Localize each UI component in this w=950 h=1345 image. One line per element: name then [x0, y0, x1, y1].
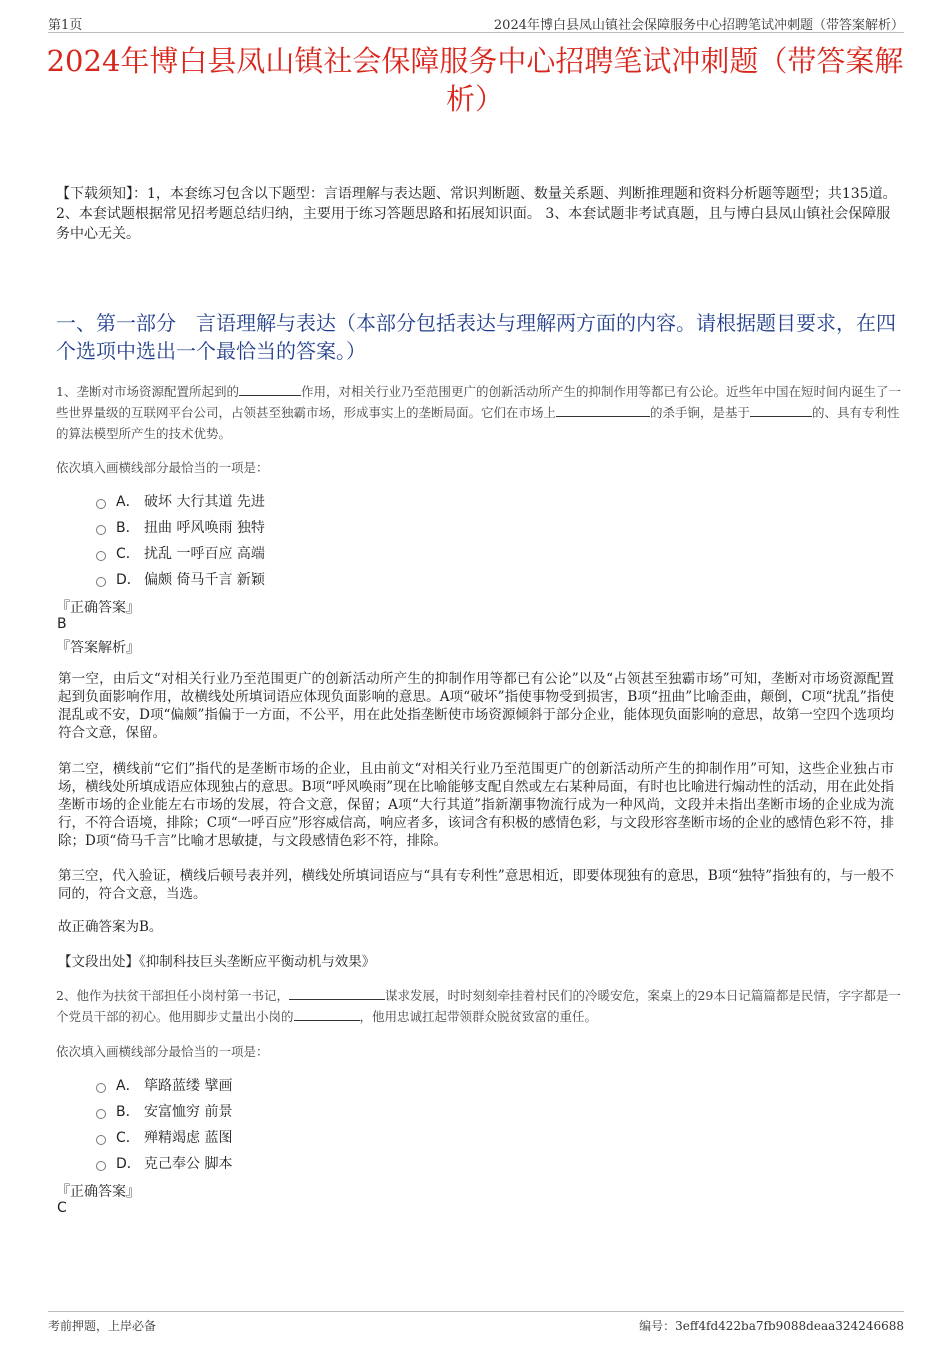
q2-option-d[interactable] — [96, 1150, 232, 1176]
q1-option-d[interactable] — [96, 566, 265, 592]
option-text: 克己奉公 脚本 — [144, 1156, 233, 1172]
q1-prompt: 依次填入画横线部分最恰当的一项是： — [56, 460, 269, 475]
q1-text-part: 1、垄断对市场资源配置所起到的 — [56, 384, 239, 399]
header-doc-title: 2024年博白县凤山镇社会保障服务中心招聘笔试冲刺题（带答案解析） — [493, 18, 904, 33]
option-letter: D． — [116, 1156, 141, 1172]
q2-prompt: 依次填入画横线部分最恰当的一项是： — [56, 1044, 269, 1059]
q1-analysis-label: 『答案解析』 — [56, 640, 140, 656]
q2-option-a[interactable] — [96, 1072, 232, 1098]
fill-blank — [556, 402, 650, 417]
fill-blank — [289, 985, 385, 1000]
page-header — [48, 12, 904, 33]
fill-blank — [750, 402, 812, 417]
fill-blank — [294, 1006, 360, 1021]
radio-icon[interactable] — [96, 1083, 106, 1093]
q1-analysis-conclusion: 故正确答案为B。 — [58, 919, 163, 935]
q2-option-c[interactable] — [96, 1124, 232, 1150]
q1-option-b[interactable] — [96, 514, 265, 540]
option-text: 殚精竭虑 蓝图 — [144, 1130, 233, 1146]
fill-blank — [239, 381, 301, 396]
option-letter: B． — [116, 1104, 140, 1120]
q1-analysis-paragraph: 第三空，代入验证，横线后顿号表并列，横线处所填词语应与“具有专利性”意思相近，即要体现独有的意思，B项“独特”指独有的，与一般不同的，符合文意，当选。 — [58, 868, 894, 902]
option-letter: D． — [116, 572, 141, 588]
q1-text-part: 的杀手锏，是基于 — [650, 405, 751, 420]
q2-text-part: 谋求发展，时时刻刻牵挂着村民们的冷暖安危，案桌上的29本日记篇篇都是民情，字字都是一个党员干部的初心。他用脚步丈量出小岗的 — [56, 988, 901, 1024]
footer-doc-id: 编号：3eff4fd422ba7fb9088deaa324246688 — [639, 1319, 904, 1333]
question-1-stem — [56, 381, 902, 444]
page-number: 第1页 — [48, 18, 83, 33]
option-letter: A． — [116, 494, 140, 510]
q2-options — [96, 1072, 232, 1176]
option-letter: A． — [116, 1078, 140, 1094]
option-letter: B． — [116, 520, 140, 536]
radio-icon[interactable] — [96, 551, 106, 561]
q1-analysis-paragraph: 第二空，横线前“它们”指代的是垄断市场的企业，且由前文“对相关行业乃至范围更广的创新活动所产生的抑制作用”可知，这些企业独占市场，横线处所填成语应体现独占的意思。B项“呼风唤雨”现在比喻能够支配自然或左右某种局面，有时也比喻进行煽动性的活动，用在此处指垄断市场的企业能左右市场的发展，符合文意，保留；A项“大行其道”指新潮事物流行成为一种风尚，文段并未指出垄断市场的企业成为流行，不符合语境，排除；C项“一呼百应”形容威信高，响应者多，该词含有积极的感情色彩，与文段形容垄断市场的企业的感情色彩不符，排除；D项“倚马千言”比喻才思敏捷，与文段感情色彩不符，排除。 — [58, 761, 894, 849]
q1-option-a[interactable] — [96, 488, 265, 514]
radio-icon[interactable] — [96, 1135, 106, 1145]
option-text: 破坏 大行其道 先进 — [144, 494, 265, 510]
page-footer — [48, 1311, 904, 1333]
q2-answer-value: C — [57, 1200, 67, 1216]
download-notice: 【下载须知】：1，本套练习包含以下题型：言语理解与表达题、常识判断题、数量关系题、判断推理题和资料分析题等题型；共135道。 2、本套试题根据常见招考题总结归纳，主要用于练习答题思路和拓展知识面。 3、本套试题非考试真题，且与博白县凤山镇社会保障服务中心无关。 — [56, 186, 897, 242]
option-letter: C． — [116, 1130, 140, 1146]
q1-text-part: 的、具有专利性的算法模型所产生的技术优势。 — [56, 405, 900, 441]
q1-options — [96, 488, 265, 592]
q2-answer-label: 『正确答案』 — [56, 1184, 140, 1200]
q1-answer-value: B — [57, 616, 67, 632]
q2-option-b[interactable] — [96, 1098, 232, 1124]
q1-option-c[interactable] — [96, 540, 265, 566]
option-text: 偏颇 倚马千言 新颖 — [144, 572, 265, 588]
q1-source: 【文段出处】《抑制科技巨头垄断应平衡动机与效果》 — [58, 954, 376, 970]
option-text: 安富恤穷 前景 — [144, 1104, 233, 1120]
question-2-stem — [56, 985, 902, 1027]
option-text: 筚路蓝缕 擘画 — [144, 1078, 233, 1094]
radio-icon[interactable] — [96, 1109, 106, 1119]
page-title: 2024年博白县凤山镇社会保障服务中心招聘笔试冲刺题（带答案解析） — [46, 44, 904, 116]
radio-icon[interactable] — [96, 577, 106, 587]
option-letter: C． — [116, 546, 140, 562]
option-text: 扰乱 一呼百应 高端 — [144, 546, 265, 562]
radio-icon[interactable] — [96, 525, 106, 535]
section-title: 一、第一部分 言语理解与表达（本部分包括表达与理解两方面的内容。请根据题目要求，在四个选项中选出一个最恰当的答案。） — [56, 311, 896, 363]
q2-text-part: 2、他作为扶贫干部担任小岗村第一书记， — [56, 988, 289, 1003]
q1-answer-label: 『正确答案』 — [56, 600, 140, 616]
q1-analysis-paragraph: 第一空，由后文“对相关行业乃至范围更广的创新活动所产生的抑制作用等都已有公论”以及“占领甚至独霸市场”可知，垄断对市场资源配置起到负面影响作用，故横线处所填词语应体现负面影响的意思。A项“破坏”指使事物受到损害，B项“扭曲”比喻歪曲，颠倒，C项“扰乱”指使混乱或不安，D项“偏颇”指偏于一方面，不公平，用在此处指垄断使市场资源倾斜于部分企业，能体现负面影响的意思，故第一空四个选项均符合文意，保留。 — [58, 671, 894, 741]
option-text: 扭曲 呼风唤雨 独特 — [144, 520, 265, 536]
footer-slogan: 考前押题，上岸必备 — [48, 1319, 157, 1333]
radio-icon[interactable] — [96, 499, 106, 509]
q2-text-part: ，他用忠诚扛起带领群众脱贫致富的重任。 — [359, 1009, 598, 1024]
q1-text-part: 作用，对相关行业乃至范围更广的创新活动所产生的抑制作用等都已有公论。近些年中国在短时间内诞生了一些世界量级的互联网平台公司，占领甚至独霸市场，形成事实上的垄断局面。它们在市场上 — [56, 384, 901, 420]
radio-icon[interactable] — [96, 1161, 106, 1171]
